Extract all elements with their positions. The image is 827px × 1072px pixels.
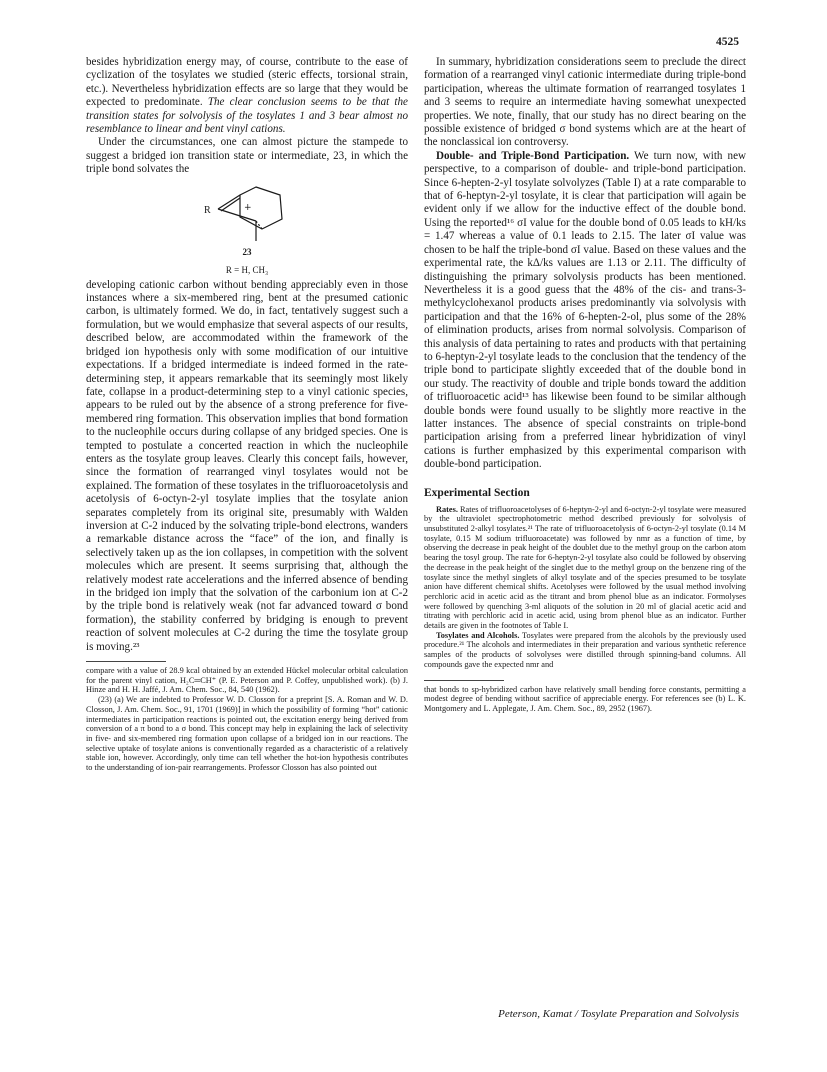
run-in-heading: Tosylates and Alcohols. <box>436 630 520 640</box>
section-title: Experimental Section <box>424 486 530 499</box>
paragraph <box>424 505 746 631</box>
run-in-heading: Double- and Triple-Bond Participation. <box>436 149 630 162</box>
footnotes <box>86 666 408 773</box>
page-number: 4525 <box>716 36 739 48</box>
running-footer: Peterson, Kamat / Tosylate Preparation and Solvolysis <box>498 1008 739 1020</box>
footnote: (23) (a) We are indebted to Professor W. D. Closson for a preprint [S. A. Roman and W. D. Closson, J. Am. Chem. Soc., 91, 1701 (1969)] in which the possibility of forming “hot” cationic intermediates in participation reactions is pointed out, the excitation energy being derived from conversion of a π bond to a σ bond. This concept may help in explaining the lack of selectivity in five- and six-membered ring formation upon collapse of a bridged ion in our reactions. The selective uptake of tosylate anions is conventionally regarded as a characteristic of a relatively stable ion, however. Accordingly, only time can tell whether the hot-ion hypothesis contributes to the understanding of ion-pair rearrangements. Professor Closson has also pointed out <box>86 695 408 773</box>
paragraph: developing cationic carbon without bending appreciably even in those instances where a six-membered ring, bent at the presumed cationic carbon, is ultimately formed. We do, in fact, tentatively suggest such a formulation, but we would emphasize that several aspects of our results, described below, are accommodated within the framework of the bridged ion hypothesis only with some modification of our intuitive expectations. If a bridged intermediate is indeed formed in the rate-determining step, it appears remarkable that its seemingly most likely fate, collapse in a product-determining step to a vinyl cationic species, appears to be ruled out by the absence of a strong preference for five-membered ring formation. This observation implies that bond formation to the nucleophile occurs during collapse of any bridged species. One is tempted to postulate a concerted reaction in which the nucleophile enters as the tosylate group leaves. Clearly this concept fails, however, since the formation of rearranged vinyl tosylates would not be explained. The formation of these tosylates in the trifluoroacetolysis and acetolysis of 6-octyn-2-yl tosylate implies that the tosylate anion separates completely from its original site, presumably with Walden inversion at C-2 induced by the solvating triple-bond electrons, wanders a remarkable distance across the “face” of the ion, and finally is selectively taken up as the ion collapses, in competition with the solvent molecules which are present. It seems surprising that, although the relatively modest rate accelerations and the inferred absence of bending in the bridged ion imply that the solvation of the carbonium ion at C-2 by the triple bond is relatively weak (not far advanced toward σ bond formation), the stability conferred by bridging is enough to prevent reaction of solvent molecules at C-2 during the time the tosylate group is moving.²³ <box>86 278 408 653</box>
footnote: compare with a value of 28.9 kcal obtained by an extended Hückel molecular orbital calculation for the parent vinyl cation, H₂C═CH⁺ (P. E. Peterson and P. Coffey, unpublished work). (b) J. Hinze and H. H. Jaffé, J. Am. Chem. Soc., 84, 540 (1962). <box>86 666 408 695</box>
paragraph: Under the circumstances, one can almost picture the stampede to suggest a bridged ion transition state or intermediate, 23, in which the triple bond solvates the <box>86 136 408 176</box>
left-column <box>86 56 408 773</box>
paragraph-text: besides hybridization energy may, of course, contribute to the ease of cyclization of the tosylates we studied (steric effects, torsional strain, etc.). Nevertheless hybridization effects are so large that they would be expected to predominate. <box>86 56 408 109</box>
footnote-rule <box>86 661 166 662</box>
svg-text:+: + <box>244 202 252 213</box>
structure-number: 23 <box>242 246 252 257</box>
structure-substituents: R = H, CH₃ <box>225 264 269 275</box>
paragraph-text: We turn now, with new perspective, to a comparison of double- and triple-bond participation. Since 6-hepten-2-yl tosylate solvolyzes (Table I) at a rate comparable to that of 6-heptyn-2-yl tosylate, it is clear that participation will again be evident only if we allow for the inductive effect of the double bond. Using the reported¹⁶ σI value for the double bond of 0.05 leads to kH/ks = 1.47 whereas a value of 0.1 leads to 2.15. The later σI value was chosen to be half the triple-bond σI value. Based on these values and the experimental rate, the kΔ/ks values are 1.13 or 2.11. The difficulty of distinguishing the primary solvolysis products has been mentioned. Nevertheless it is a good guess that the 48% of the cis- and trans-3-methylcyclohexanol products arises predominantly via solvolysis with participation and that the 16% of 6-hepten-2-ol, plus some of the 28% of elimination products, arises from normal solvolysis. Comparison of this analysis of data pertaining to rates and products with that pertaining to 6-heptyn-2-yl tosylate leads to the conclusion that the tendency of the triple bond to participate slightly exceeded that of the double bond in our study. The reactivity of double and triple bonds toward the addition of trifluoroacetic acid¹³ has likewise been found to be similar although double bonds were found usually to be slightly more reactive in the latter instances. The absence of special constraints on triple-bond participation arising from a preferred linear hybridization of vinyl cations is further emphasized by this experimental comparison with double-bond participation. <box>424 149 747 471</box>
footnote: that bonds to sp-hybridized carbon have relatively small bending force constants, permitting a modest degree of bending without sacrifice of appreciable energy. For references see (b) L. K. Montgomery and L. Applegate, J. Am. Chem. Soc., 89, 2952 (1967). <box>424 684 746 713</box>
paragraph <box>424 150 746 472</box>
paragraph: In summary, hybridization considerations seem to preclude the direct formation of a rearranged vinyl cationic intermediate during triple-bond participation, whereas the ultimate formation of rearranged tosylates 1 and 3 seems to require an intermediate having somewhat unexpected properties. We note, finally, that our study has no direct bearing on the possible existence of bridged σ bond systems which are at the heart of the nonclassical ion controversy. <box>424 56 746 149</box>
footnote-rule <box>424 680 504 681</box>
experimental-text <box>424 505 746 670</box>
paragraph <box>86 56 408 136</box>
structure-r-label: R <box>204 204 211 216</box>
structure-23-figure <box>86 181 408 261</box>
right-column <box>424 56 746 714</box>
conclusion-italic: The clear conclusion seems to be that the transition states for solvolysis of the tosylates 1 and 3 bear almost no resemblance to linear and bent vinyl cations. <box>86 96 408 136</box>
paragraph-text: Tosylates were prepared from the alcohols by the previously used procedure.²¹ The alcohols and intermediates in their preparation and various synthetic reference samples of the products of solvolyses were distilled through spinning-band columns. All compounds gave the expected nmr and <box>424 630 746 669</box>
run-in-heading: Rates. <box>436 504 458 514</box>
paragraph-text: Rates of trifluoroacetolyses of 6-heptyn-2-yl and 6-octyn-2-yl tosylate were measured by the ultraviolet spectrophotometric method described previously for solvolysis of unsubstituted 2-alkyl tosylates.²¹ The rate of trifluoroacetolysis of 6-octyn-2-yl tosylate (0.14 M tosylate, 0.15 M sodium trifluoroacetate) was followed by nmr as a function of time, by observing the decrease in peak height of the doublet due to the methyl group on the carbon atom bearing the tosyl group. The rate for 6-heptyn-2-yl tosylate also could be followed by observing the decrease in the peak height of the singlet due to the methyl group on the benzene ring of the tosylate since the methyl singlets of alkyl tosylate and of the species presumed to be tosylate anion have different chemical shifts. Acetolyses were followed by the usual method involving perchloric acid in acetic acid as the titrant and brom phenol blue as an indicator. Formolyses were followed by quenching 3-ml aliquots of the solution in 20 ml of glacial acetic acid and titrating with perchloric acid in acetic acid, using brom phenol blue as an indicator. Further details are given in the footnotes of Table I. <box>424 504 746 631</box>
paragraph <box>424 631 746 670</box>
